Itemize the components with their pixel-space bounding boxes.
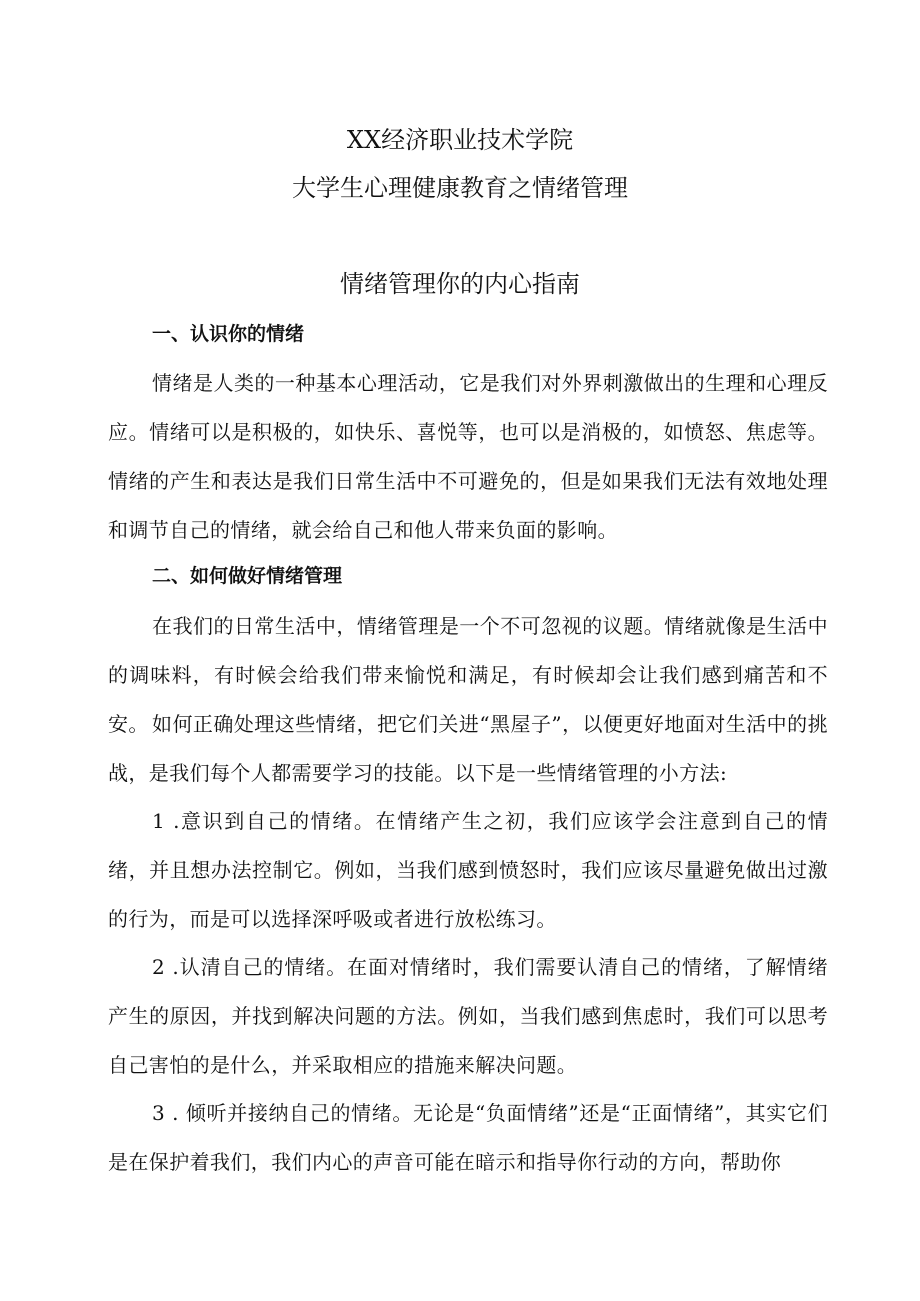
section2-list-item-1: 1 .意识到自己的情绪。在情绪产生之初，我们应该学会注意到自己的情绪，并且想办法控制它。例如，当我们感到愤怒时，我们应该尽量避免做出过激的行为，而是可以选择深呼吸或者进行放松练习。: [108, 809, 828, 931]
section1-paragraph-1: 情绪是人类的一种基本心理活动，它是我们对外界刺激做出的生理和心理反应。情绪可以是积极的，如快乐、喜悦等，也可以是消极的，如愤怒、焦虑等。情绪的产生和表达是我们日常生活中不可避免的，但是如果我们无法有效地处理和调节自己的情绪，就会给自己和他人带来负面的影响。: [108, 371, 828, 542]
section2-paragraph-2: 如何正确处理这些情绪，把它们关进“黑屋子”，以便更好地面对生活中的挑战，是我们每个人都需要学习的技能。以下是一些情绪管理的小方法:: [108, 712, 828, 785]
section-heading-2: 二、如何做好情绪管理: [152, 565, 343, 587]
section2-list-item-3: 3 . 倾听并接纳自己的情绪。无论是“负面情绪”还是“正面情绪”，其实它们是在保护着我们，我们内心的声音可能在暗示和指导你行动的方向，帮助你: [108, 1101, 828, 1174]
section2-paragraph-1: 在我们的日常生活中，情绪管理是一个不可忽视的议题。情绪就像是生活中的调味料，有时候会给我们带来愉悦和满足，有时候却会让我们感到痛苦和不安。: [108, 614, 828, 736]
document-title-line2: 大学生心理健康教育之情绪管理: [292, 174, 628, 202]
section2-list-item-2: 2 .认清自己的情绪。在面对情绪时，我们需要认清自己的情绪，了解情绪产生的原因，并找到解决问题的方法。例如，当我们感到焦虑时，我们可以思考自己害怕的是什么，并采取相应的措施来解决问题。: [108, 955, 828, 1077]
section-heading-1: 一、认识你的情绪: [152, 323, 305, 345]
document-subtitle: 情绪管理你的内心指南: [340, 270, 580, 298]
document-title-line1: XX经济职业技术学院: [346, 126, 574, 154]
